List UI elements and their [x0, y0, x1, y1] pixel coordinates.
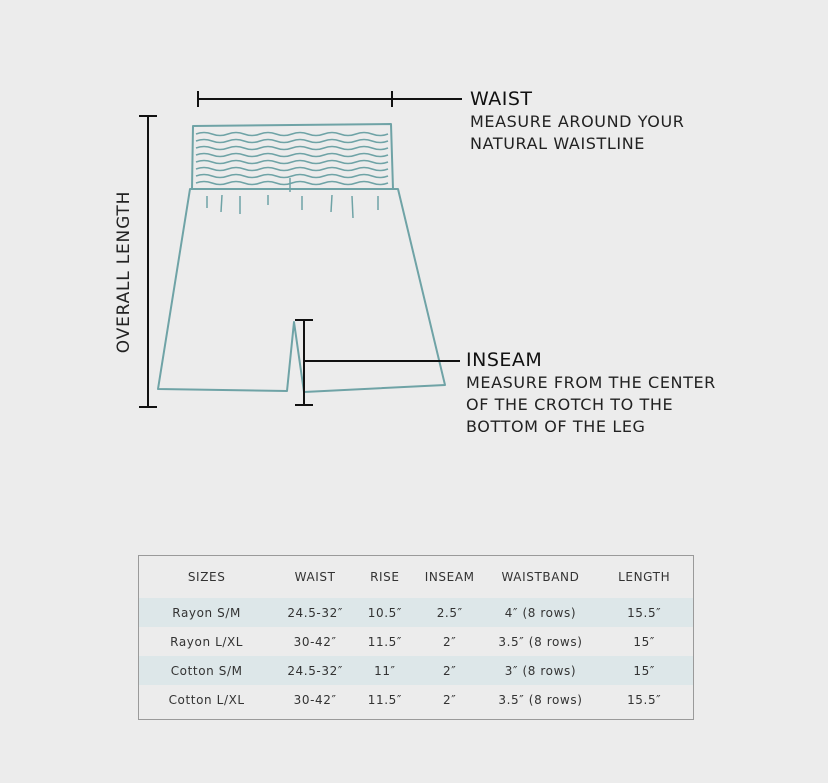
- waist-description-line-1: MEASURE AROUND YOUR: [470, 112, 685, 131]
- size-chart-table: [139, 556, 693, 714]
- cell-size: Rayon S/M: [139, 598, 274, 627]
- size-chart: [138, 555, 694, 720]
- cell-length: 15″: [595, 656, 693, 685]
- table-header-row: [139, 556, 693, 598]
- inseam-description-line-2: OF THE CROTCH TO THE: [466, 395, 674, 414]
- overall-length-measure-line: [139, 116, 157, 407]
- cell-length: 15.5″: [627, 692, 662, 707]
- waist-measure-line: [198, 91, 462, 107]
- cell-inseam: 2″: [414, 656, 486, 685]
- inseam-description-line-1: MEASURE FROM THE CENTER: [466, 373, 716, 392]
- cell-rise: 11.5″: [367, 634, 402, 649]
- table-row: [139, 627, 693, 656]
- cell-length: 15.5″: [595, 598, 693, 627]
- cell-inseam: 2″: [443, 634, 457, 649]
- cell-size: Cotton S/M: [139, 656, 274, 685]
- cell-size: Cotton L/XL: [168, 692, 245, 707]
- inseam-title: INSEAM: [466, 349, 543, 371]
- cell-waist: 30-42″: [293, 634, 337, 649]
- cell-length: 15″: [633, 634, 655, 649]
- header-inseam: INSEAM: [424, 570, 475, 584]
- cell-waist: 30-42″: [293, 692, 337, 707]
- cell-waistband: 3.5″ (8 rows): [498, 692, 583, 707]
- shorts-illustration: [158, 124, 445, 392]
- cell-rise: 10.5″: [356, 598, 414, 627]
- inseam-description-line-3: BOTTOM OF THE LEG: [466, 417, 646, 436]
- cell-inseam: 2.5″: [414, 598, 486, 627]
- table-row: [139, 598, 693, 627]
- cell-waistband: 3.5″ (8 rows): [498, 634, 583, 649]
- header-waistband: WAISTBAND: [501, 570, 580, 584]
- inseam-measure-line: [295, 320, 460, 405]
- header-sizes: SIZES: [187, 570, 226, 584]
- overall-length-label: OVERALL LENGTH: [114, 190, 134, 354]
- cell-rise: 11.5″: [367, 692, 402, 707]
- cell-waist: 24.5-32″: [274, 656, 356, 685]
- table-row: [139, 685, 693, 714]
- cell-waist: 24.5-32″: [274, 598, 356, 627]
- waist-title: WAIST: [470, 88, 533, 110]
- waist-description-line-2: NATURAL WAISTLINE: [470, 134, 646, 153]
- cell-rise: 11″: [356, 656, 414, 685]
- header-length: LENGTH: [618, 570, 671, 584]
- cell-size: Rayon L/XL: [170, 634, 244, 649]
- header-rise: RISE: [370, 570, 400, 584]
- header-waist: WAIST: [294, 570, 336, 584]
- cell-waistband: 3″ (8 rows): [486, 656, 596, 685]
- cell-inseam: 2″: [443, 692, 457, 707]
- table-row: [139, 656, 693, 685]
- cell-waistband: 4″ (8 rows): [486, 598, 596, 627]
